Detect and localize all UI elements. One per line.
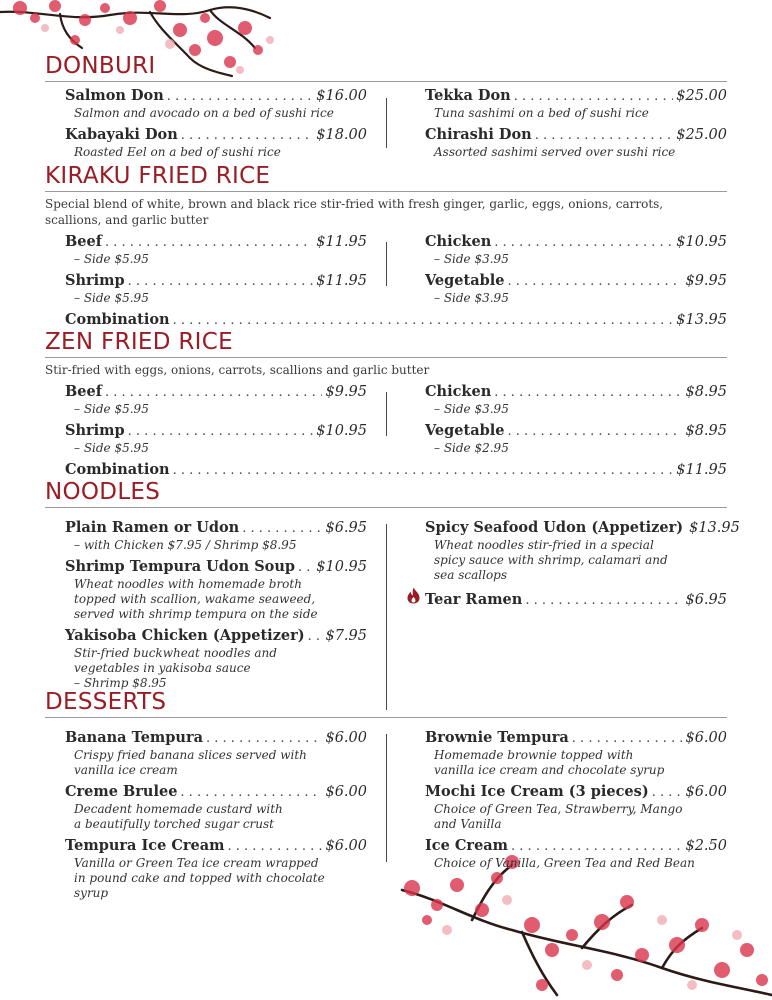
item-side-price: – Side $2.95: [434, 441, 509, 455]
menu-item: [425, 232, 727, 267]
item-name: Tempura Ice Cream: [65, 837, 225, 854]
item-price: $11.95: [316, 273, 367, 289]
menu-item: [65, 125, 367, 160]
item-name: Salmon Don: [65, 87, 164, 104]
item-side-price: – Side $3.95: [434, 252, 509, 266]
menu-item: [65, 557, 367, 622]
menu-item: [65, 232, 367, 267]
section-title: KIRAKU FRIED RICE: [45, 163, 271, 189]
item-name: Kabayaki Don: [65, 126, 178, 143]
item-price: $6.00: [325, 838, 367, 854]
section-title: DESSERTS: [45, 689, 167, 715]
item-description: – with Chicken $7.95 / Shrimp $8.95: [74, 538, 297, 552]
item-price: $6.95: [325, 520, 367, 536]
column-divider: [386, 392, 387, 436]
menu-item: [425, 382, 727, 417]
menu-item: [65, 728, 367, 778]
section-title: NOODLES: [45, 479, 161, 505]
item-price: $6.95: [685, 592, 727, 608]
item-name: Combination: [65, 461, 170, 478]
item-description: Assorted sashimi served over sushi rice: [434, 145, 676, 159]
item-description: Stir-fried buckwheat noodles and vegetables in yakisoba sauce: [74, 646, 277, 675]
item-price: $6.00: [685, 730, 727, 746]
menu-item: [425, 587, 727, 610]
fire-icon: [406, 587, 421, 610]
item-side-price: – Side $5.95: [74, 441, 149, 455]
menu-item: [425, 86, 727, 121]
section-donburi: [45, 52, 727, 160]
item-price: $10.95: [676, 234, 727, 250]
item-description: Wheat noodles with homemade broth topped with scallion, wakame seaweed, served with shrimp tempura on the side: [74, 577, 318, 621]
item-price: $7.95: [325, 628, 367, 644]
menu-item: [425, 125, 727, 160]
menu-item: [65, 626, 367, 691]
item-side-price: – Side $5.95: [74, 402, 149, 416]
item-price: $25.00: [676, 127, 727, 143]
item-description: Wheat noodles stir-fried in a special spicy sauce with shrimp, calamari and sea scallops: [434, 538, 668, 582]
column-divider: [386, 524, 387, 710]
menu-item: [425, 271, 727, 306]
menu-item: [425, 836, 727, 871]
menu-item-combination: [45, 310, 727, 330]
menu-item: [65, 271, 367, 306]
menu-item: [425, 782, 727, 832]
column-divider: [386, 98, 387, 148]
section-zen-fried-rice: [45, 328, 727, 480]
item-name: Vegetable: [425, 272, 505, 289]
item-name: Brownie Tempura: [425, 729, 569, 746]
item-price: $6.00: [325, 784, 367, 800]
item-name: Ice Cream: [425, 837, 509, 854]
item-name: Shrimp: [65, 422, 125, 439]
item-side-price: – Side $3.95: [434, 402, 509, 416]
item-price: $10.95: [316, 423, 367, 439]
item-name: Yakisoba Chicken (Appetizer): [65, 627, 305, 644]
column-divider: [386, 734, 387, 862]
menu-item: [65, 782, 367, 832]
item-price: $8.95: [685, 384, 727, 400]
item-side-price: – Side $5.95: [74, 252, 149, 266]
item-price: $25.00: [676, 88, 727, 104]
item-price: $9.95: [685, 273, 727, 289]
section-description: Special blend of white, brown and black rice stir-fried with fresh ginger, garlic, eggs, onions, carrots, scallions, and garlic butter: [45, 197, 664, 227]
item-price: $13.95: [676, 312, 727, 328]
section-noodles: [45, 478, 740, 691]
item-name: Tear Ramen: [425, 591, 523, 608]
item-name: Spicy Seafood Udon (Appetizer): [425, 519, 684, 536]
item-price: $8.95: [685, 423, 727, 439]
item-name: Beef: [65, 233, 102, 250]
item-name: Chicken: [425, 233, 492, 250]
item-price: $18.00: [316, 127, 367, 143]
menu-item: [425, 518, 740, 583]
item-name: Tekka Don: [425, 87, 511, 104]
item-description: Choice of Vanilla, Green Tea and Red Bean: [434, 856, 695, 870]
item-name: Chicken: [425, 383, 492, 400]
item-price: $11.95: [316, 234, 367, 250]
item-name: Plain Ramen or Udon: [65, 519, 240, 536]
item-name: Chirashi Don: [425, 126, 532, 143]
item-description: Choice of Green Tea, Strawberry, Mango and Vanilla: [434, 802, 683, 831]
menu-item: [425, 728, 727, 778]
item-side-price: – Side $5.95: [74, 291, 149, 305]
item-price: $11.95: [676, 462, 727, 478]
item-name: Banana Tempura: [65, 729, 203, 746]
section-description: Stir-fried with eggs, onions, carrots, scallions and garlic butter: [45, 363, 430, 377]
column-divider: [386, 242, 387, 286]
section-title: DONBURI: [45, 53, 156, 79]
section-desserts: [45, 688, 727, 901]
item-description: Tuna sashimi on a bed of sushi rice: [434, 106, 649, 120]
menu-item: [65, 836, 367, 901]
item-name: Beef: [65, 383, 102, 400]
menu-item: [65, 518, 367, 553]
item-name: Mochi Ice Cream (3 pieces): [425, 783, 649, 800]
menu-item: [425, 421, 727, 456]
menu-item-combination: [45, 460, 727, 480]
item-name: Shrimp: [65, 272, 125, 289]
item-extra-price: – Shrimp $8.95: [74, 676, 167, 690]
item-side-price: – Side $3.95: [434, 291, 509, 305]
item-description: Roasted Eel on a bed of sushi rice: [74, 145, 281, 159]
section-kiraku-fried-rice: [45, 162, 727, 330]
item-price: $9.95: [325, 384, 367, 400]
menu-item: [65, 86, 367, 121]
item-price: $2.50: [685, 838, 727, 854]
item-price: $16.00: [316, 88, 367, 104]
item-description: Homemade brownie topped with vanilla ice cream and chocolate syrup: [434, 748, 665, 777]
menu-item: [65, 421, 367, 456]
item-name: Vegetable: [425, 422, 505, 439]
item-price: $6.00: [685, 784, 727, 800]
menu-item: [65, 382, 367, 417]
item-name: Shrimp Tempura Udon Soup: [65, 558, 296, 575]
section-title: ZEN FRIED RICE: [45, 329, 233, 355]
item-price: $10.95: [316, 559, 367, 575]
item-description: Decadent homemade custard with a beautifully torched sugar crust: [74, 802, 283, 831]
item-description: Salmon and avocado on a bed of sushi rice: [74, 106, 334, 120]
item-price: $6.00: [325, 730, 367, 746]
item-name: Combination: [65, 311, 170, 328]
item-description: Crispy fried banana slices served with vanilla ice cream: [74, 748, 307, 777]
item-description: Vanilla or Green Tea ice cream wrapped in pound cake and topped with chocolate syrup: [74, 856, 325, 900]
item-price: $13.95: [689, 520, 740, 536]
item-name: Creme Brulee: [65, 783, 178, 800]
